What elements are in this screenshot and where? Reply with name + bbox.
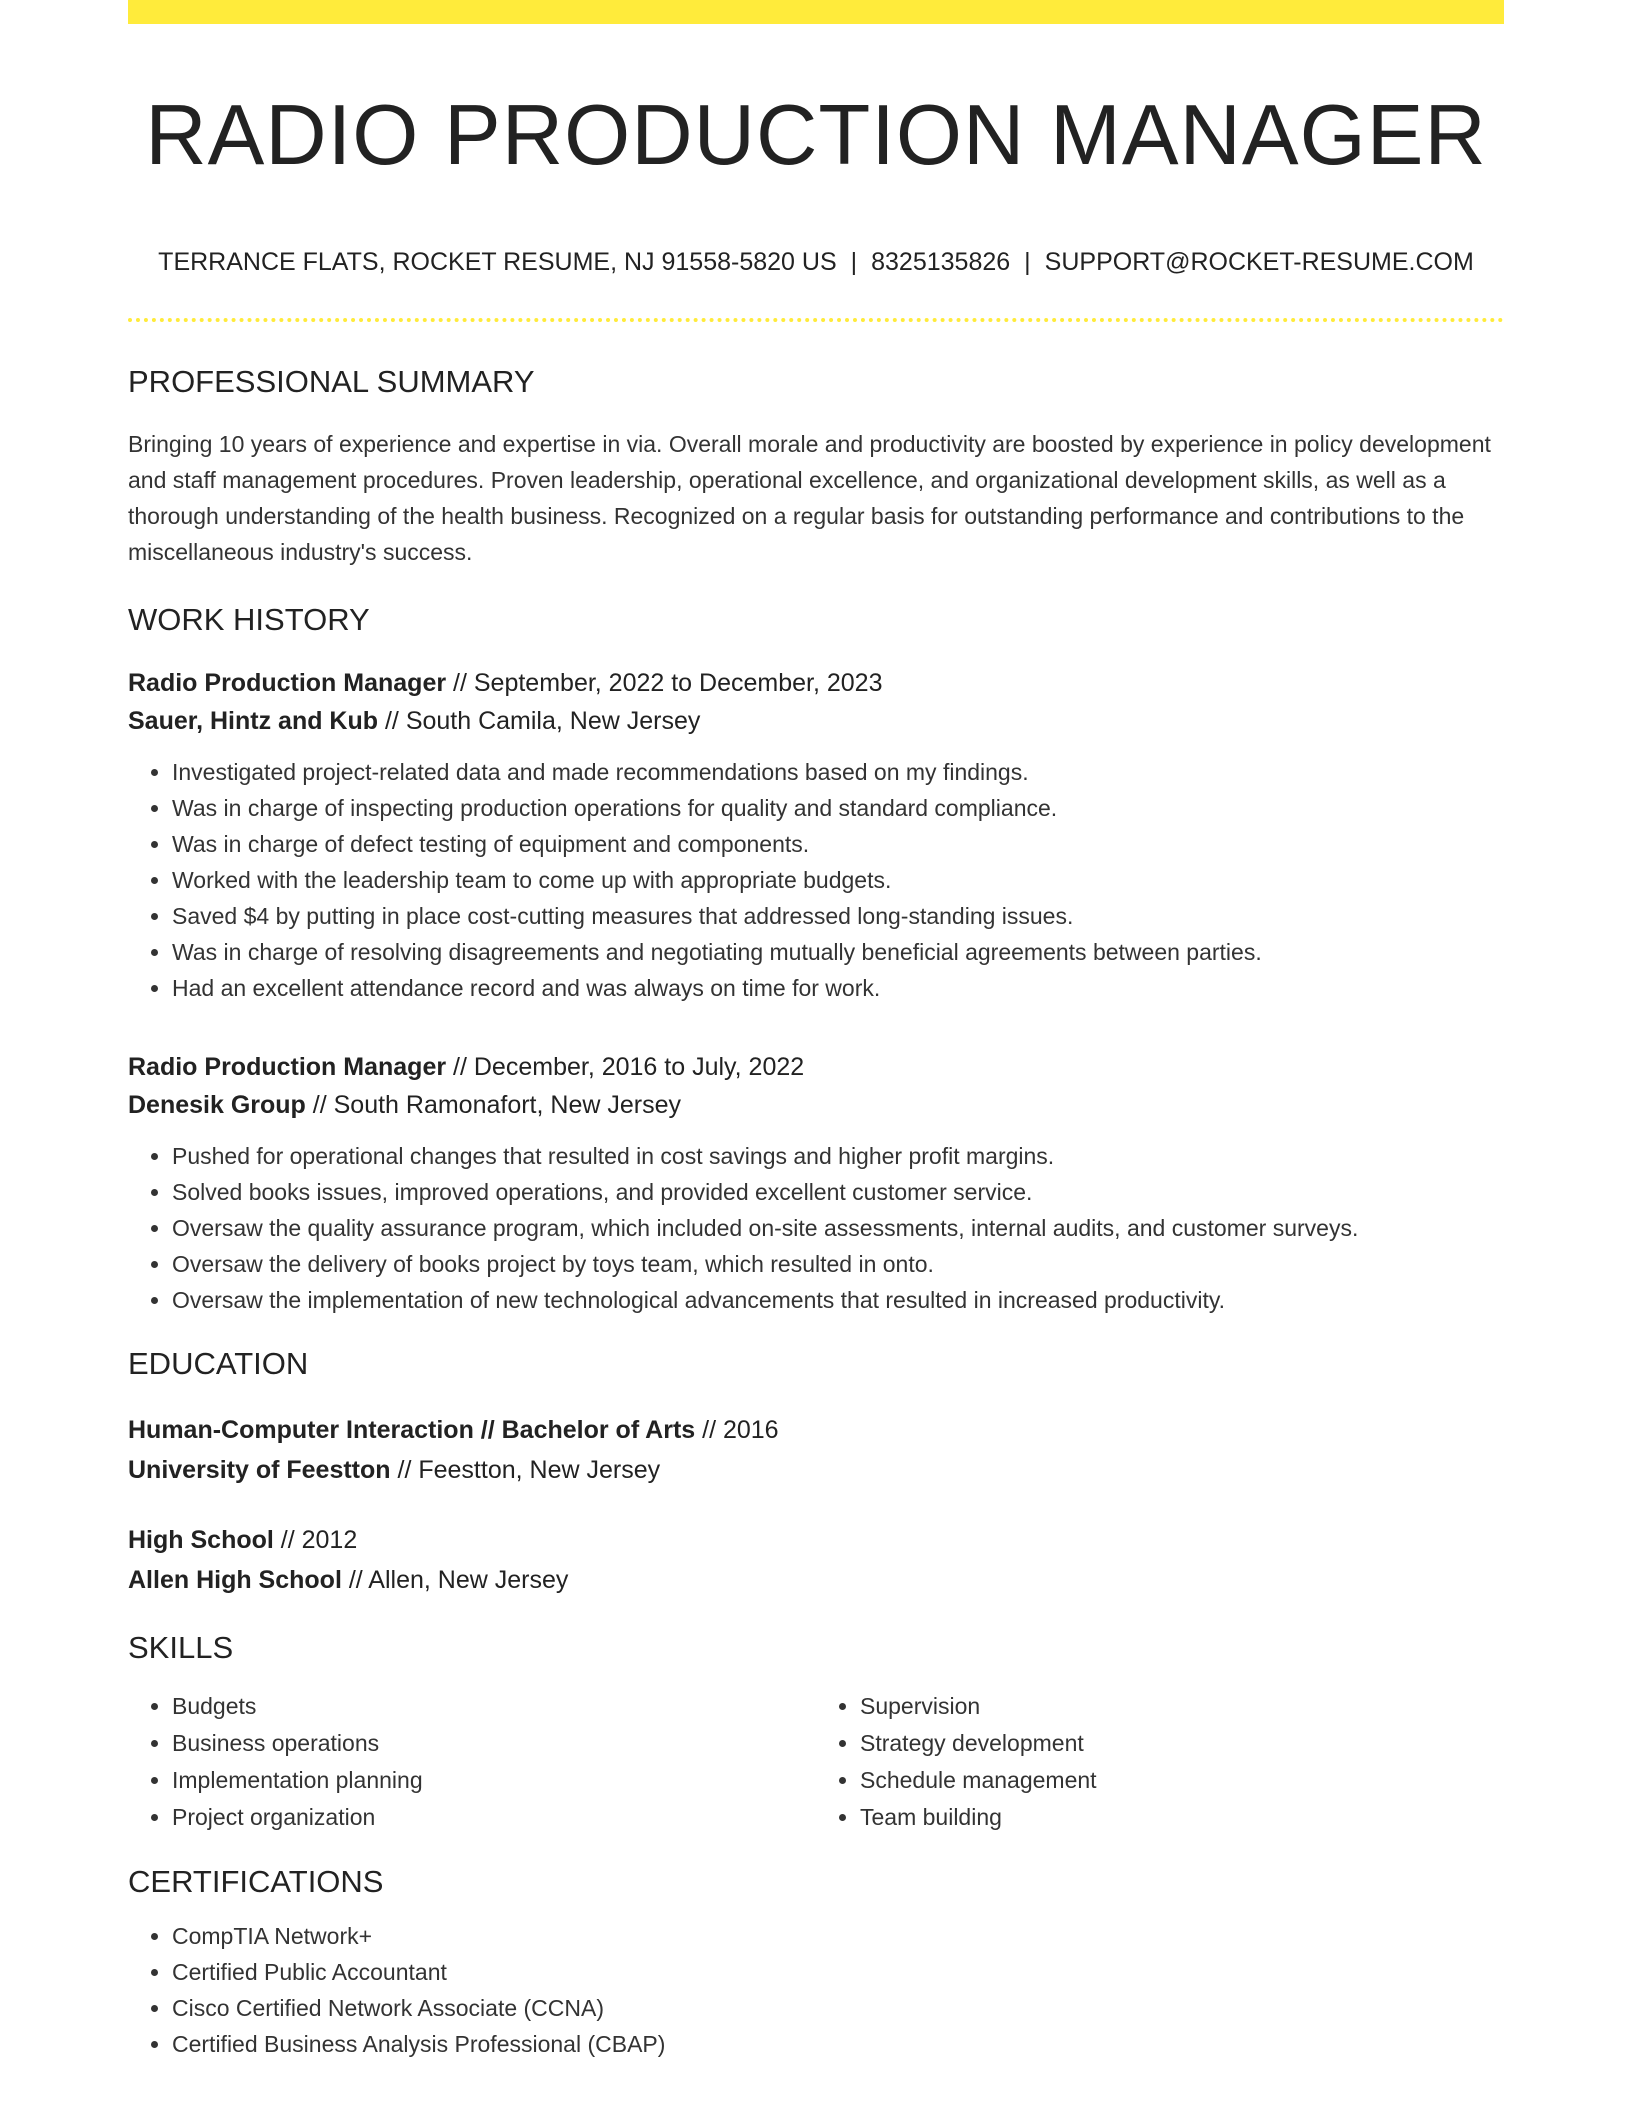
dotted-divider [128,318,1504,322]
skills-heading: SKILLS [128,1630,234,1665]
list-item: • Pushed for operational changes that resulted in cost savings and higher profit margins. [172,1138,1504,1174]
list-item: • Oversaw the implementation of new technological advancements that resulted in increased productivity. [172,1282,1504,1318]
skills-right-list [816,1688,1504,1836]
job-dates: // December, 2016 to July, 2022 [446,1053,805,1081]
list-item: • Oversaw the quality assurance program, which included on-site assessments, internal audits, and customer surveys. [172,1210,1504,1246]
job-entry [128,664,1504,1006]
list-item: • Had an excellent attendance record and was always on time for work. [172,970,1504,1006]
summary-text: Bringing 10 years of experience and expertise in via. Overall morale and productivity are boosted by experience in policy development and staff management procedures. Proven leadership, operational excellence, and organizational development skills, as well as a thorough understanding of the health business. Recognized on a regular basis for outstanding performance and contributions to the miscellaneous industry's success. [128,431,1491,565]
work-history-heading: WORK HISTORY [128,602,370,637]
list-item: • Was in charge of inspecting production operations for quality and standard compliance. [172,790,1504,826]
certifications-heading: CERTIFICATIONS [128,1864,384,1899]
list-item: • Implementation planning [172,1762,816,1799]
job-role: Radio Production Manager [128,1053,447,1081]
top-accent-bar [128,0,1504,24]
school-location: // Feestton, New Jersey [390,1456,661,1484]
contact-separator: | [850,248,858,276]
list-item: • Schedule management [860,1762,1504,1799]
list-item: • CompTIA Network+ [172,1918,1504,1954]
education-entry [128,1410,1504,1490]
degree-line [128,1520,1504,1560]
job-company: Denesik Group [128,1091,306,1119]
education-heading: EDUCATION [128,1346,309,1381]
list-item: • Solved books issues, improved operations, and provided excellent customer service. [172,1174,1504,1210]
school: University of Feestton [128,1456,391,1484]
list-item: • Budgets [172,1688,816,1725]
list-item: • Was in charge of defect testing of equipment and components. [172,826,1504,862]
job-bullets [128,754,1504,1006]
contact-phone: 8325135826 [871,248,1011,276]
job-bullets [128,1138,1504,1318]
resume-page [128,0,1504,2062]
list-item: • Was in charge of resolving disagreements and negotiating mutually beneficial agreements between parties. [172,934,1504,970]
school-line [128,1450,1504,1490]
contact-email: SUPPORT@ROCKET-RESUME.COM [1044,248,1474,276]
job-company-line [128,702,1504,740]
certifications-list [128,1918,1504,2062]
job-location: // South Camila, New Jersey [378,707,701,735]
school-location: // Allen, New Jersey [341,1566,569,1594]
degree-year: // 2012 [273,1526,358,1554]
list-item: • Oversaw the delivery of books project by toys team, which resulted in onto. [172,1246,1504,1282]
list-item: • Worked with the leadership team to come up with appropriate budgets. [172,862,1504,898]
list-item: • Team building [860,1799,1504,1836]
degree: Human-Computer Interaction // Bachelor of Arts [128,1416,696,1444]
list-item: • Strategy development [860,1725,1504,1762]
job-title-line [128,664,1504,702]
contact-line [128,246,1504,278]
school: Allen High School [128,1566,342,1594]
candidate-name: RADIO PRODUCTION MANAGER [145,88,1487,183]
job-company-line [128,1086,1504,1124]
degree-year: // 2016 [695,1416,779,1444]
summary-heading: PROFESSIONAL SUMMARY [128,364,535,399]
list-item: • Saved $4 by putting in place cost-cutting measures that addressed long-standing issues. [172,898,1504,934]
list-item: • Certified Business Analysis Professional (CBAP) [172,2026,1504,2062]
skills-columns [128,1688,1504,1836]
contact-separator: | [1024,248,1031,276]
job-title-line [128,1048,1504,1086]
list-item: • Investigated project-related data and made recommendations based on my findings. [172,754,1504,790]
list-item: • Business operations [172,1725,816,1762]
job-location: // South Ramonafort, New Jersey [305,1091,681,1119]
job-dates: // September, 2022 to December, 2023 [446,669,883,697]
school-line [128,1560,1504,1600]
contact-address: TERRANCE FLATS, ROCKET RESUME, NJ 91558-5820 US [158,248,837,276]
job-role: Radio Production Manager [128,669,447,697]
degree-line [128,1410,1504,1450]
list-item: • Certified Public Accountant [172,1954,1504,1990]
skills-left-list [128,1688,816,1836]
degree: High School [128,1526,274,1554]
list-item: • Supervision [860,1688,1504,1725]
job-company: Sauer, Hintz and Kub [128,707,379,735]
education-entry [128,1520,1504,1600]
list-item: • Project organization [172,1799,816,1836]
list-item: • Cisco Certified Network Associate (CCNA) [172,1990,1504,2026]
job-entry [128,1048,1504,1318]
